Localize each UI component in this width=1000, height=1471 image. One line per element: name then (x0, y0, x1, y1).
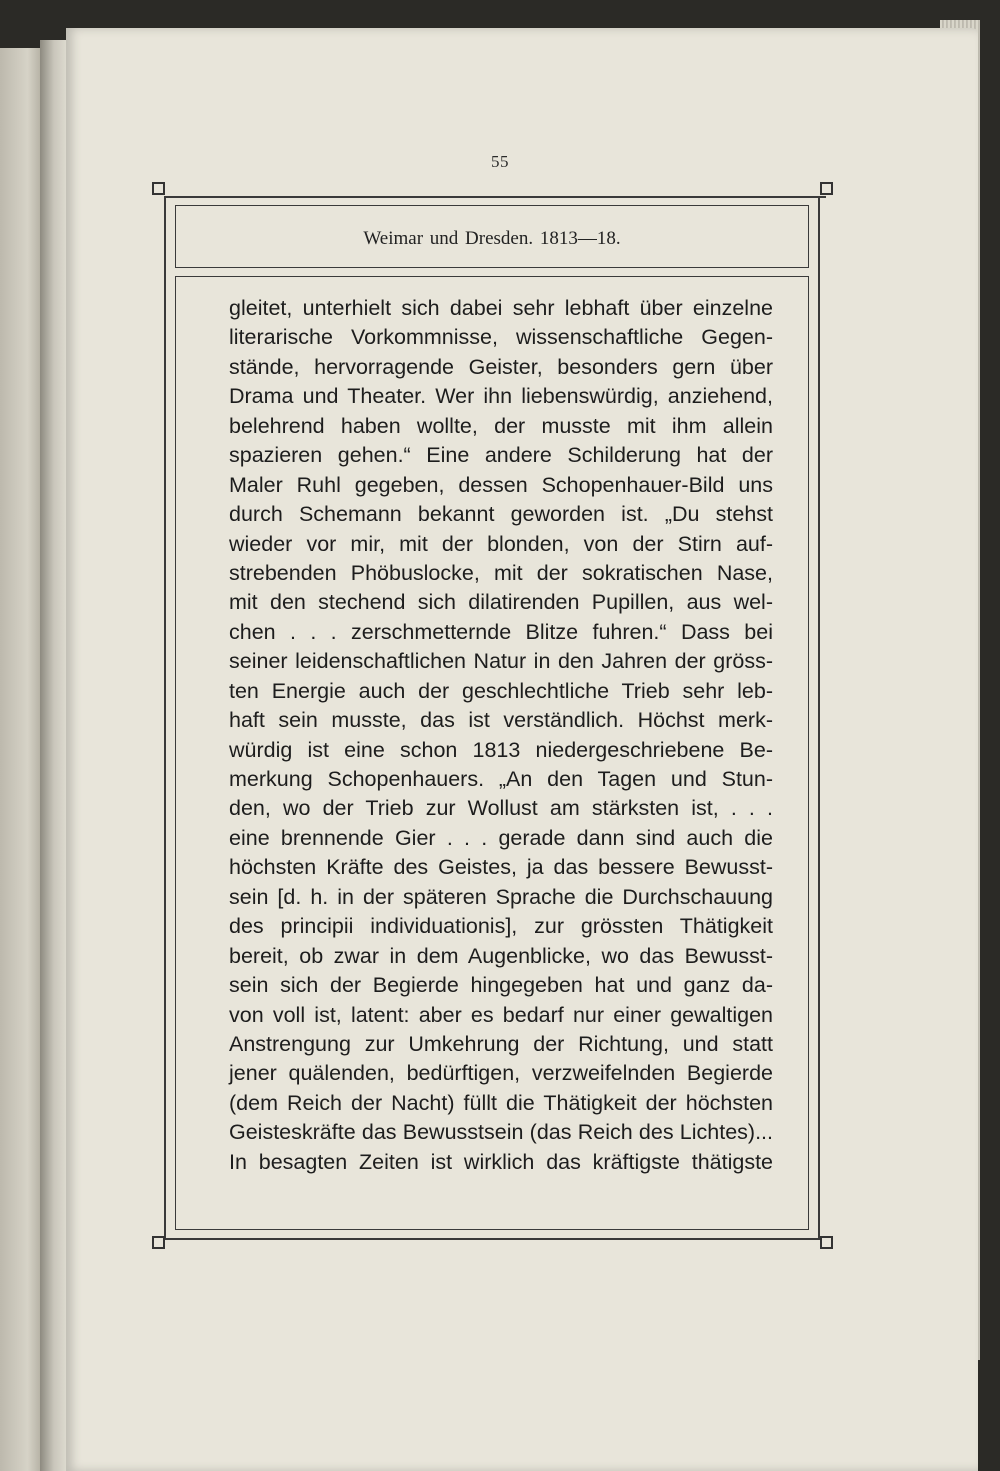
text-line: mit den stechend sich dilatirenden Pupillen, aus wel- (229, 590, 773, 615)
text-line: wieder vor mir, mit der blonden, von der Stirn auf- (229, 531, 773, 556)
text-line: ten Energie auch der geschlechtliche Trieb sehr leb- (229, 678, 773, 703)
frame-left-line (164, 196, 166, 1240)
text-line: chen . . . zerschmetternde Blitze fuhren.“ Dass bei (229, 619, 773, 644)
text-line: Maler Ruhl gegeben, dessen Schopenhauer-Bild uns (229, 472, 773, 497)
book-gutter (40, 40, 68, 1471)
text-line: des principii individuationis], zur grössten Thätigkeit (229, 914, 773, 939)
text-line: Geisteskräfte das Bewusstsein (das Reich des Lichtes)... (229, 1120, 773, 1145)
text-line: höchsten Kräfte des Geistes, ja das bessere Bewusst- (229, 855, 773, 880)
text-line: bereit, ob zwar in dem Augenblicke, wo das Bewusst- (229, 943, 773, 968)
text-line: In besagten Zeiten ist wirklich das kräftigste thätigste (229, 1149, 773, 1174)
text-line: (dem Reich der Nacht) füllt die Thätigkeit der höchsten (229, 1090, 773, 1115)
frame-corner-bottom-left (152, 1236, 165, 1249)
text-line: haft sein musste, das ist verständlich. Höchst merk- (229, 708, 773, 733)
text-line: den, wo der Trieb zur Wollust am stärksten ist, . . . (229, 796, 773, 821)
text-line: strebenden Phöbuslocke, mit der sokratischen Nase, (229, 560, 773, 585)
frame-corner-top-right (820, 182, 833, 195)
frame-top-line (166, 196, 826, 198)
text-line: Drama und Theater. Wer ihn liebenswürdig, anziehend, (229, 384, 773, 409)
text-line: literarische Vorkommnisse, wissenschaftliche Gegen- (229, 325, 773, 350)
text-line: Anstrengung zur Umkehrung der Richtung, und statt (229, 1031, 773, 1056)
text-line: gleitet, unterhielt sich dabei sehr lebhaft über einzelne (229, 296, 773, 320)
running-head: Weimar und Dresden. 1813—18. (363, 228, 621, 249)
text-line: durch Schemann bekannt geworden ist. „Du stehst (229, 502, 773, 527)
text-line: jener quälenden, bedürftigen, verzweifelnden Begierde (229, 1061, 773, 1086)
frame-bottom-line (166, 1238, 826, 1240)
text-line: seiner leidenschaftlichen Natur in den Jahren der gröss- (229, 649, 773, 674)
text-line: eine brennende Gier . . . gerade dann sind auch die (229, 825, 773, 850)
frame-corner-bottom-right (820, 1236, 833, 1249)
text-line: spazieren gehen.“ Eine andere Schilderung hat der (229, 443, 773, 468)
text-line: sein [d. h. in der späteren Sprache die Durchschauung (229, 884, 773, 909)
text-line: von voll ist, latent: aber es bedarf nur einer gewaltigen (229, 1002, 773, 1027)
text-line: stände, hervorragende Geister, besonders gern über (229, 354, 773, 379)
page-number: 55 (491, 152, 509, 171)
frame-corner-top-left (152, 182, 165, 195)
text-line: würdig ist eine schon 1813 niedergeschriebene Be- (229, 737, 773, 762)
text-line: merkung Schopenhauers. „An den Tagen und Stun- (229, 767, 773, 791)
text-line: sein sich der Begierde hingegeben hat und ganz da- (229, 973, 773, 998)
frame-right-line (818, 196, 820, 1240)
text-line: belehrend haben wollte, der musste mit ihm allein (229, 413, 773, 438)
body-text (229, 294, 773, 1177)
